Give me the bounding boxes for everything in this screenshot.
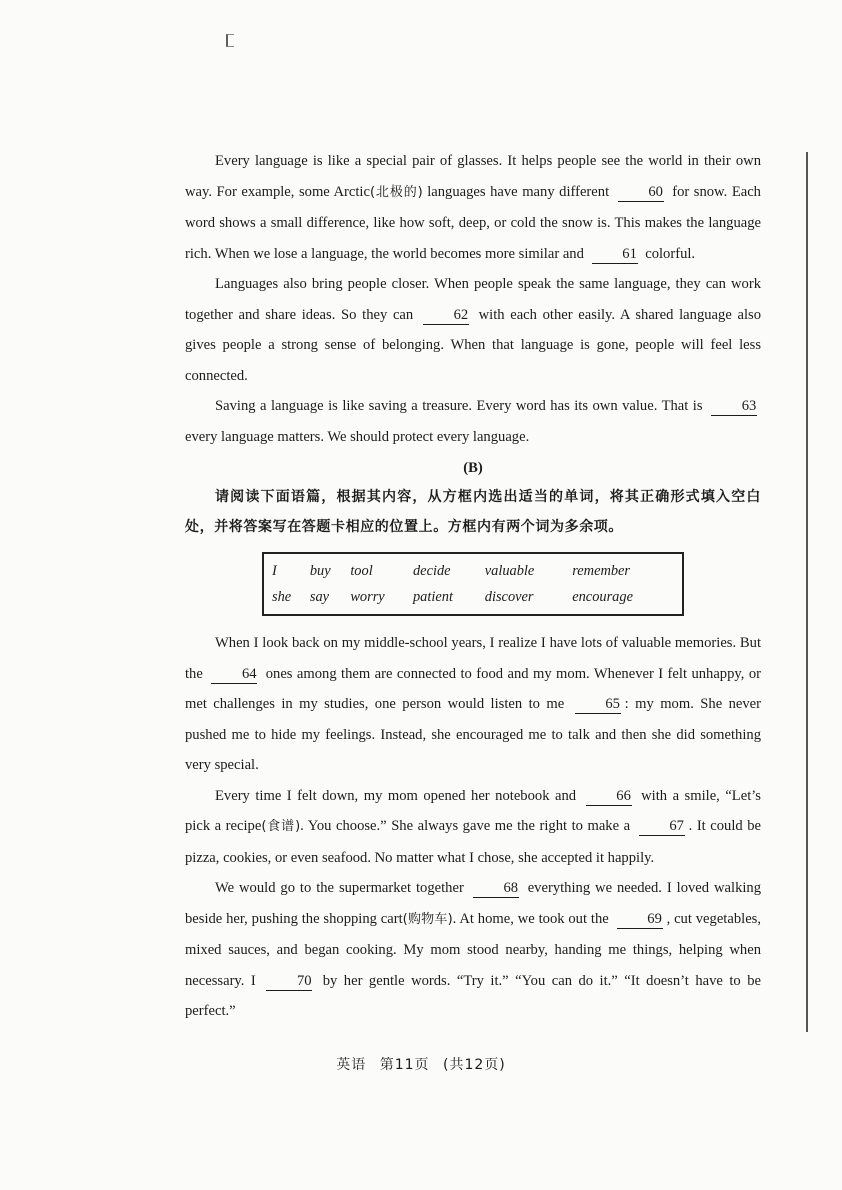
exam-page-content xyxy=(185,146,761,1027)
paren-close: ) xyxy=(447,911,453,927)
blank-62: 62 xyxy=(423,307,469,325)
text: by her gentle words. “Try it.” “You can do it.” “It doesn’t have to be perfect.” xyxy=(185,972,761,1019)
footer-subject: 英语 xyxy=(336,1057,367,1073)
passage-b-paragraph-1 xyxy=(185,628,761,781)
margin-binding-line xyxy=(806,152,808,1032)
word-bank-box xyxy=(262,552,684,616)
text: , cut vegetables, mixed sauces, and began cooking. My mom stood nearby, handing me things, helping when necessary. I xyxy=(185,910,761,989)
text: Languages also bring people closer. When people speak the same language, they can work together and share ideas. So they can xyxy=(185,276,761,323)
word-bank-item: tool xyxy=(350,563,373,579)
text: . It could be pizza, cookies, or even seafood. No matter what I chose, she accepted it happily. xyxy=(185,818,762,866)
text: colorful. xyxy=(645,245,696,262)
passage-a-paragraph-1 xyxy=(185,146,761,269)
text: Every time I felt down, my mom opened her notebook and xyxy=(215,787,577,804)
text: When I look back on my middle-school years, I realize I have lots of valuable memories. But the xyxy=(185,635,761,682)
passage-a-paragraph-3 xyxy=(185,391,761,452)
text: We would go to the supermarket together xyxy=(215,880,464,896)
paren-open: ( xyxy=(261,819,267,834)
word-bank-table xyxy=(270,558,676,610)
word-bank-item: encourage xyxy=(572,589,633,605)
word-bank-item: discover xyxy=(484,589,534,605)
page-footer xyxy=(0,1054,842,1074)
word-bank-item: worry xyxy=(350,589,385,605)
word-bank-item: patient xyxy=(412,589,453,605)
blank-67: 67 xyxy=(639,818,685,836)
passage-b-paragraph-3 xyxy=(185,873,761,1027)
passage-a-paragraph-2 xyxy=(185,269,761,391)
word-bank-item: she xyxy=(272,589,292,605)
word-bank-item: I xyxy=(272,563,277,579)
paren-close: ) xyxy=(295,819,301,834)
blank-64: 64 xyxy=(211,666,257,684)
blank-70: 70 xyxy=(266,973,312,991)
text: ones among them are connected to food and my mom. Whenever I felt unhappy, or met challenges in my studies, one person would listen to me xyxy=(185,665,761,712)
text: for snow. Each word shows a small difference, like how soft, deep, or cold the snow is. This makes the language rich. When we lose a language, the world becomes more similar and xyxy=(185,183,761,262)
blank-66: 66 xyxy=(586,788,632,806)
paren-open: ( xyxy=(369,184,376,200)
blank-60: 60 xyxy=(618,184,664,202)
paren-close: ) xyxy=(417,184,423,200)
passage-b-paragraph-2 xyxy=(185,781,761,874)
word-bank-item: valuable xyxy=(484,563,535,579)
text: Saving a language is like saving a treasure. Every word has its own value. That is xyxy=(215,398,703,414)
corner-scan-mark xyxy=(226,34,234,47)
word-bank-row xyxy=(270,584,676,610)
text: Every language is like a special pair of glasses. It helps people see the world in their own way. For example, some Arctic xyxy=(185,153,761,200)
section-b-instructions: 请阅读下面语篇，根据其内容，从方框内选出适当的单词，将其正确形式填入空白处，并将答案写在答题卡相应的位置上。方框内有两个词为多余项。 xyxy=(185,489,761,535)
chinese-gloss: 购物车 xyxy=(407,911,448,927)
chinese-gloss: 北极的 xyxy=(375,184,418,200)
section-b-title: (B) xyxy=(463,460,483,476)
text: with each other easily. A shared language also gives people a strong sense of belonging. When that language is gone, people will feel less connected. xyxy=(185,306,761,384)
word-bank-item: remember xyxy=(572,563,631,579)
paren-open: ( xyxy=(402,911,408,927)
text: every language matters. We should protect every language. xyxy=(185,428,530,445)
word-bank-row xyxy=(270,558,676,584)
blank-63: 63 xyxy=(711,398,757,416)
blank-65: 65 xyxy=(575,696,621,714)
word-bank-item: say xyxy=(309,589,330,605)
blank-61: 61 xyxy=(592,246,638,264)
blank-68: 68 xyxy=(473,880,519,898)
text: with a smile, “Let’s pick a recipe xyxy=(185,787,761,834)
text: everything we needed. I loved walking beside her, pushing the shopping cart xyxy=(185,880,762,927)
chinese-gloss: 食谱 xyxy=(266,819,296,834)
word-bank-item: decide xyxy=(412,563,451,579)
footer-total-pages: (共12页) xyxy=(442,1057,506,1073)
text: . You choose.” She always gave me the right to make a xyxy=(300,818,631,834)
footer-page-number: 第11页 xyxy=(379,1057,430,1073)
text: . At home, we took out the xyxy=(452,910,609,927)
blank-69: 69 xyxy=(617,911,663,929)
word-bank-item: buy xyxy=(309,563,331,579)
text: : my mom. She never pushed me to hide my feelings. Instead, she encouraged me to talk and then she did something very special. xyxy=(185,696,762,773)
text: languages have many different xyxy=(427,183,610,200)
